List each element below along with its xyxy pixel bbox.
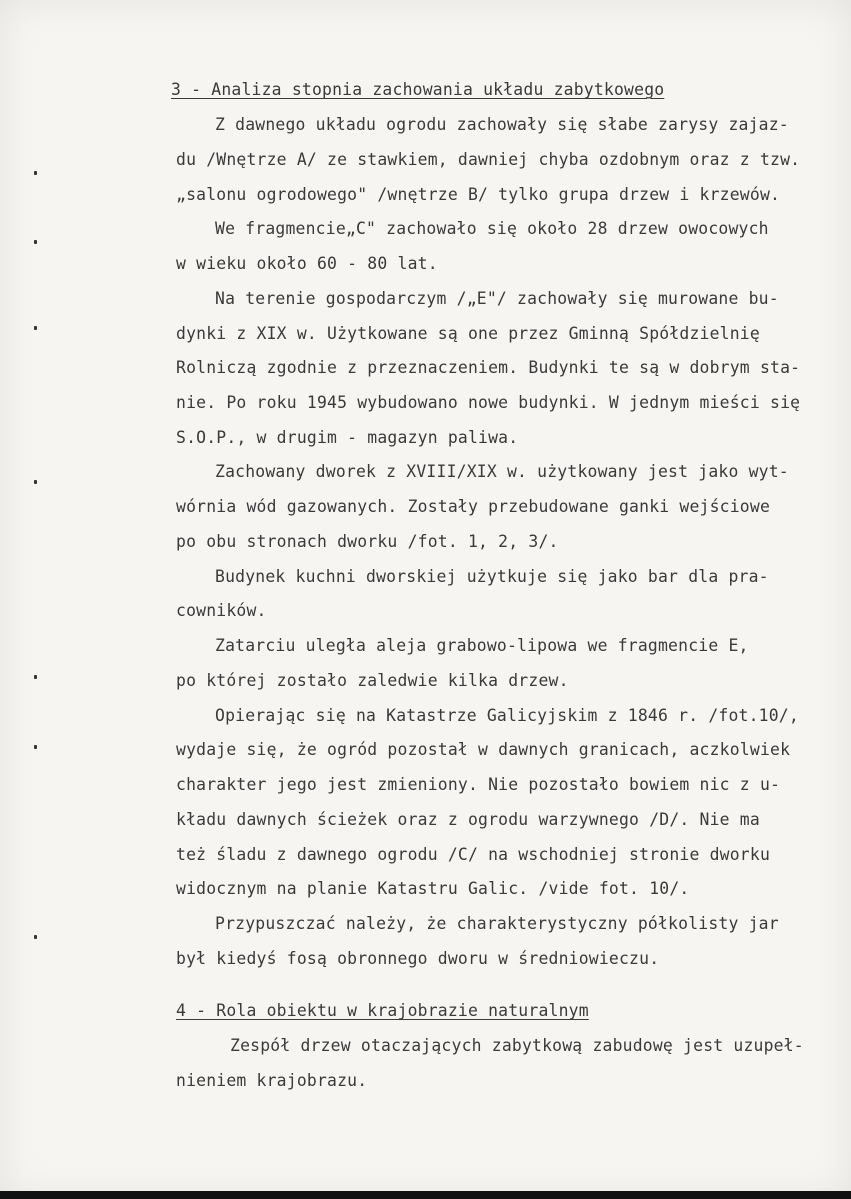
text-line: We fragmencie„C" zachowało się około 28 drzew owocowych (215, 219, 769, 238)
text-line: charakter jego jest zmieniony. Nie pozostało bowiem nic z u- (176, 775, 781, 794)
text-line: nieniem krajobrazu. (176, 1071, 368, 1090)
text-line: kładu dawnych ścieżek oraz z ogrodu warzywnego /D/. Nie ma (176, 810, 760, 829)
margin-mark (34, 675, 37, 679)
text-line: nie. Po roku 1945 wybudowano nowe budynki. W jednym mieści się (176, 393, 801, 412)
text-line: Zatarciu uległa aleja grabowo-lipowa we fragmencie E, (215, 636, 749, 655)
text-line: Zachowany dworek z XVIII/XIX w. użytkowany jest jako wyt- (215, 462, 789, 481)
text-line: Przypuszczać należy, że charakterystyczny półkolisty jar (215, 914, 779, 933)
section-4-heading: 4 - Rola obiektu w krajobrazie naturalnym (176, 1001, 589, 1020)
margin-mark (34, 745, 37, 749)
text-line: cowników. (176, 601, 267, 620)
text-line: Rolniczą zgodnie z przeznaczeniem. Budynki te są w dobrym sta- (176, 358, 801, 377)
margin-mark (34, 326, 37, 330)
text-line: du /Wnętrze A/ ze stawkiem, dawniej chyba ozdobnym oraz z tzw. (176, 150, 801, 169)
margin-mark (34, 240, 37, 244)
text-line: Z dawnego układu ogrodu zachowały się słabe zarysy zajaz- (215, 115, 789, 134)
text-line: Na terenie gospodarczym /„E"/ zachowały się murowane bu- (215, 289, 779, 308)
text-line: był kiedyś fosą obronnego dworu w średniowieczu. (176, 949, 660, 968)
scan-edge (0, 1191, 851, 1199)
text-line: widocznym na planie Katastru Galic. /vide fot. 10/. (176, 879, 690, 898)
text-line: po obu stronach dworku /fot. 1, 2, 3/. (176, 532, 559, 551)
text-line: Opierając się na Katastrze Galicyjskim z 1846 r. /fot.10/, (215, 706, 799, 725)
text-line: wórnia wód gazowanych. Zostały przebudowane ganki wejściowe (176, 497, 771, 516)
text-line: Zespół drzew otaczających zabytkową zabudowę jest uzupeł- (230, 1036, 804, 1055)
text-line: Budynek kuchni dworskiej użytkuje się jako bar dla pra- (215, 567, 769, 586)
margin-mark (34, 171, 37, 175)
text-line: dynki z XIX w. Użytkowane są one przez Gminną Spółdzielnię (176, 324, 760, 343)
margin-mark (34, 935, 37, 939)
section-3-heading: 3 - Analiza stopnia zachowania układu zabytkowego (171, 80, 665, 99)
margin-mark (34, 480, 37, 484)
text-line: wydaje się, że ogród pozostał w dawnych granicach, aczkolwiek (176, 740, 791, 759)
text-line: S.O.P., w drugim - magazyn paliwa. (176, 428, 519, 447)
text-line: też śladu z dawnego ogrodu /C/ na wschodniej stronie dworku (176, 845, 771, 864)
text-line: po której zostało zaledwie kilka drzew. (176, 671, 569, 690)
text-line: w wieku około 60 - 80 lat. (176, 254, 438, 273)
text-line: „salonu ogrodowego" /wnętrze B/ tylko grupa drzew i krzewów. (176, 185, 781, 204)
